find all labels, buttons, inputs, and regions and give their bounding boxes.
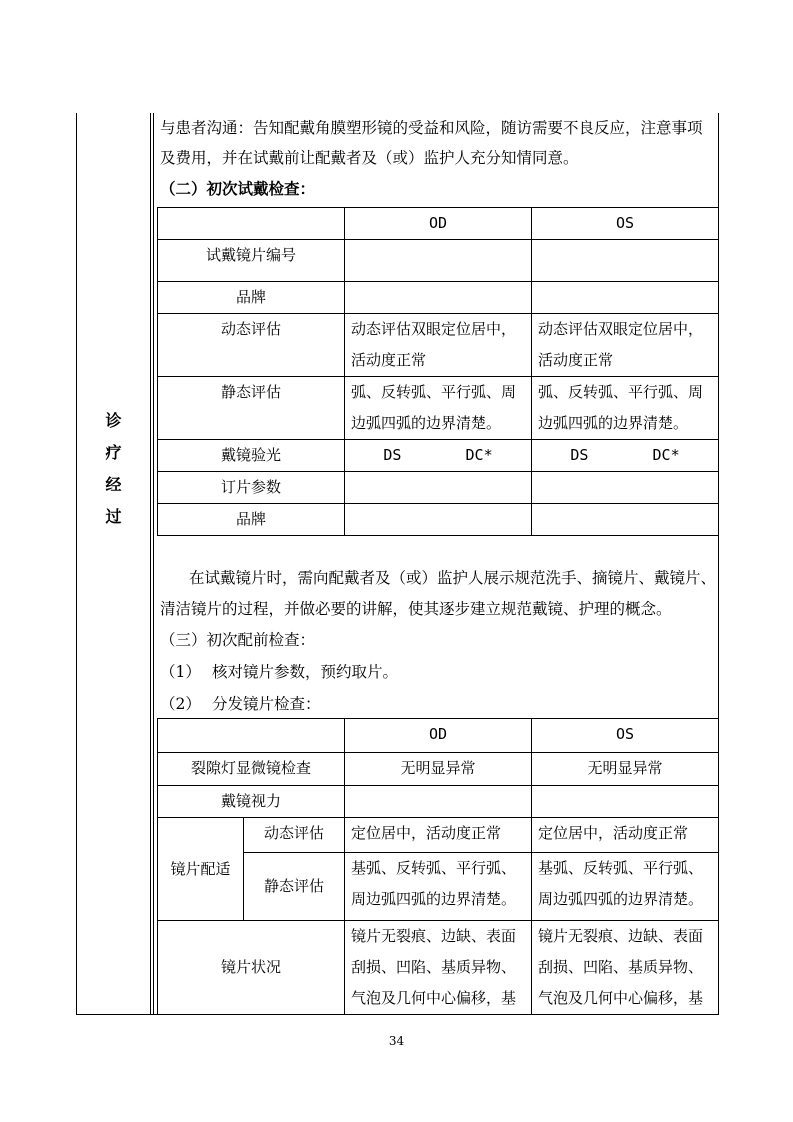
paragraph-line-2: 清洁镜片的过程，并做必要的讲解，使其逐步建立规范戴镜、护理的概念。	[160, 600, 672, 618]
row-label-lens-number: 试戴镜片编号	[158, 240, 345, 282]
trial-fitting-table	[157, 207, 719, 536]
table-row	[158, 753, 719, 786]
row-label-dynamic: 动态评估	[158, 314, 345, 377]
table-row	[158, 282, 719, 314]
cell-os-refraction	[532, 440, 719, 472]
row-label-lens-fit: 镜片配适	[158, 818, 244, 921]
section3-item-2-number: （2）	[160, 695, 201, 713]
table-row	[158, 377, 719, 440]
cell-od	[345, 472, 532, 504]
cell-os-dynamic: 动态评估双眼定位居中，活动度正常	[532, 314, 719, 377]
header-empty-cell	[158, 208, 345, 240]
section3-title: （三）初次配前检查：	[160, 631, 316, 649]
cell-os-condition: 镜片无裂痕、边缺、表面刮损、凹陷、基质异物、气泡及几何中心偏移，基	[532, 921, 719, 1015]
frame-left-border	[76, 113, 77, 1015]
cell-od	[345, 786, 532, 818]
table-row	[158, 440, 719, 472]
row-label-brand: 品牌	[158, 282, 345, 314]
table-row	[158, 818, 719, 853]
table-row	[158, 504, 719, 536]
cell-os-slit-lamp: 无明显异常	[532, 753, 719, 786]
cell-os	[532, 472, 719, 504]
side-label-char-3: 经	[105, 475, 122, 494]
row-label-slit-lamp: 裂隙灯显微镜检查	[158, 753, 345, 786]
header-os: OS	[532, 208, 719, 240]
intro-line-2: 及费用，并在试戴前让配戴者及（或）监护人充分知情同意。	[160, 149, 579, 167]
cell-od-condition: 镜片无裂痕、边缺、表面刮损、凹陷、基质异物、气泡及几何中心偏移，基	[345, 921, 532, 1015]
cell-os-static: 基弧、反转弧、平行弧、周边弧四弧的边界清楚。	[532, 853, 719, 921]
row-label-refraction: 戴镜验光	[158, 440, 345, 472]
table-header-row	[158, 719, 719, 753]
table-header-row	[158, 208, 719, 240]
table-row	[158, 921, 719, 1015]
od-dc-label: DC*	[465, 446, 493, 464]
dispensing-check-table	[157, 718, 719, 1015]
section2-title: （二）初次试戴检查：	[160, 179, 316, 198]
row-label-lens-condition: 镜片状况	[158, 921, 345, 1015]
cell-os	[532, 282, 719, 314]
side-label-char-1: 诊	[105, 411, 122, 430]
cell-od-dynamic: 定位居中，活动度正常	[345, 818, 532, 853]
paragraph-line-1: 在试戴镜片时，需向配戴者及（或）监护人展示规范洗手、摘镜片、戴镜片、	[189, 569, 717, 587]
cell-os-dynamic: 定位居中，活动度正常	[532, 818, 719, 853]
table-row	[158, 240, 719, 282]
row-label-dynamic: 动态评估	[244, 818, 345, 853]
intro-line-1: 与患者沟通：告知配戴角膜塑形镜的受益和风险，随访需要不良反应，注意事项	[160, 119, 703, 137]
header-od: OD	[345, 208, 532, 240]
table-row	[158, 786, 719, 818]
row-label-order-params: 订片参数	[158, 472, 345, 504]
os-ds-label: DS	[570, 446, 589, 464]
row-label-static: 静态评估	[158, 377, 345, 440]
side-label-char-2: 疗	[105, 443, 122, 462]
cell-os	[532, 786, 719, 818]
cell-os	[532, 240, 719, 282]
cell-od	[345, 240, 532, 282]
frame-label-divider	[150, 113, 151, 1015]
cell-od	[345, 504, 532, 536]
cell-od-static: 弧、反转弧、平行弧、周边弧四弧的边界清楚。	[345, 377, 532, 440]
cell-od	[345, 282, 532, 314]
cell-od-dynamic: 动态评估双眼定位居中，活动度正常	[345, 314, 532, 377]
row-label-static: 静态评估	[244, 853, 345, 921]
section3-item-2-text: 分发镜片检查：	[212, 695, 321, 713]
row-label-visual-acuity: 戴镜视力	[158, 786, 345, 818]
os-dc-label: DC*	[652, 446, 680, 464]
header-empty-cell	[158, 719, 345, 753]
row-label-brand-2: 品牌	[158, 504, 345, 536]
cell-os-static: 弧、反转弧、平行弧、周边弧四弧的边界清楚。	[532, 377, 719, 440]
cell-od-slit-lamp: 无明显异常	[345, 753, 532, 786]
header-od: OD	[345, 719, 532, 753]
page-number: 34	[388, 1034, 405, 1048]
cell-os	[532, 504, 719, 536]
header-os: OS	[532, 719, 719, 753]
section3-item-1-number: （1）	[160, 663, 201, 681]
section3-item-1-text: 核对镜片参数，预约取片。	[212, 663, 399, 681]
od-ds-label: DS	[383, 446, 402, 464]
cell-od-static: 基弧、反转弧、平行弧、周边弧四弧的边界清楚。	[345, 853, 532, 921]
side-label-char-4: 过	[105, 507, 122, 526]
table-row	[158, 472, 719, 504]
cell-od-refraction	[345, 440, 532, 472]
table-row	[158, 314, 719, 377]
frame-label-divider-inner	[153, 113, 154, 1015]
